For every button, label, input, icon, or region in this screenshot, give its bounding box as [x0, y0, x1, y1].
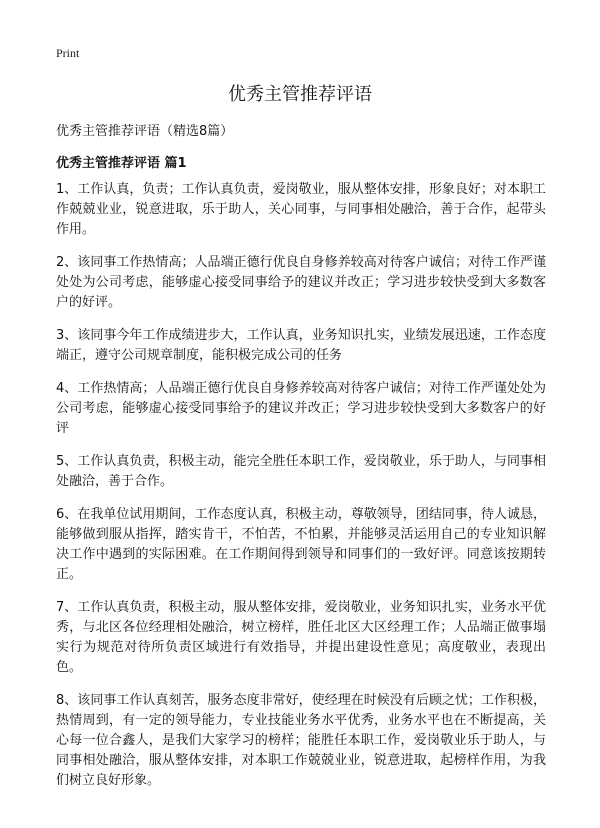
paragraph-6: 6、在我单位试用期间，工作态度认真，积极主动，尊敬领导，团结同事，待人诚恳，能够做到服从指挥，踏实肯干，不怕苦，不怕累，并能够灵活运用自己的专业知识解决工作中遇到的实际困难。在工作期间得到领导和同事们的一致好评。同意该按期转正。 — [56, 507, 546, 582]
document-subtitle: 优秀主管推荐评语（精选8篇） — [56, 124, 234, 139]
paragraph-8: 8、该同事工作认真刻苦，服务态度非常好，使经理在时候没有后顾之忧；工作积极，热情周到，有一定的领导能力，专业技能业务水平优秀，业务水平也在不断提高，关心每一位合鑫人，是我们大家学习的榜样；能胜任本职工作，爱岗敬业乐于助人，与同事相处融洽，服从整体安排，对本职工作兢兢业业，锐意进取，起榜样作用，为我们树立良好形象。 — [56, 693, 546, 788]
paragraph-4: 4、工作热情高；人品端正德行优良自身修养较高对待客户诚信；对待工作严谨处处为公司考虑，能够虚心接受同事给予的建议并改正；学习进步较快受到大多数客户的好评 — [56, 381, 546, 436]
paragraph-1: 1、工作认真，负责；工作认真负责，爱岗敬业，服从整体安排，形象良好；对本职工作兢兢业业，锐意进取，乐于助人，关心同事，与同事相处融洽，善于合作，起带头作用。 — [56, 182, 546, 237]
paragraph-2: 2、该同事工作热情高；人品端正德行优良自身修养较高对待客户诚信；对待工作严谨处处为公司考虑，能够虚心接受同事给予的建议并改正；学习进步较快受到大多数客户的好评。 — [56, 255, 546, 310]
page-title: 优秀主管推荐评语 — [228, 84, 372, 105]
paragraph-3: 3、该同事今年工作成绩进步大，工作认真，业务知识扎实，业绩发展迅速，工作态度端正，遵守公司规章制度，能积极完成公司的任务 — [56, 328, 546, 363]
section-heading: 优秀主管推荐评语 篇1 — [56, 156, 187, 171]
document-body — [56, 180, 546, 804]
paragraph-7: 7、工作认真负责，积极主动，服从整体安排，爱岗敬业，业务知识扎实，业务水平优秀，与北区各位经理相处融洽，树立榜样，胜任北区大区经理工作；人品端正做事塌实行为规范对待所负责区域进行有效指导，并提出建设性意见；高度敬业，表现出色。 — [56, 600, 546, 675]
print-label: Print — [56, 46, 80, 60]
paragraph-5: 5、工作认真负责，积极主动，能完全胜任本职工作，爱岗敬业，乐于助人，与同事相处融洽，善于合作。 — [56, 454, 546, 489]
